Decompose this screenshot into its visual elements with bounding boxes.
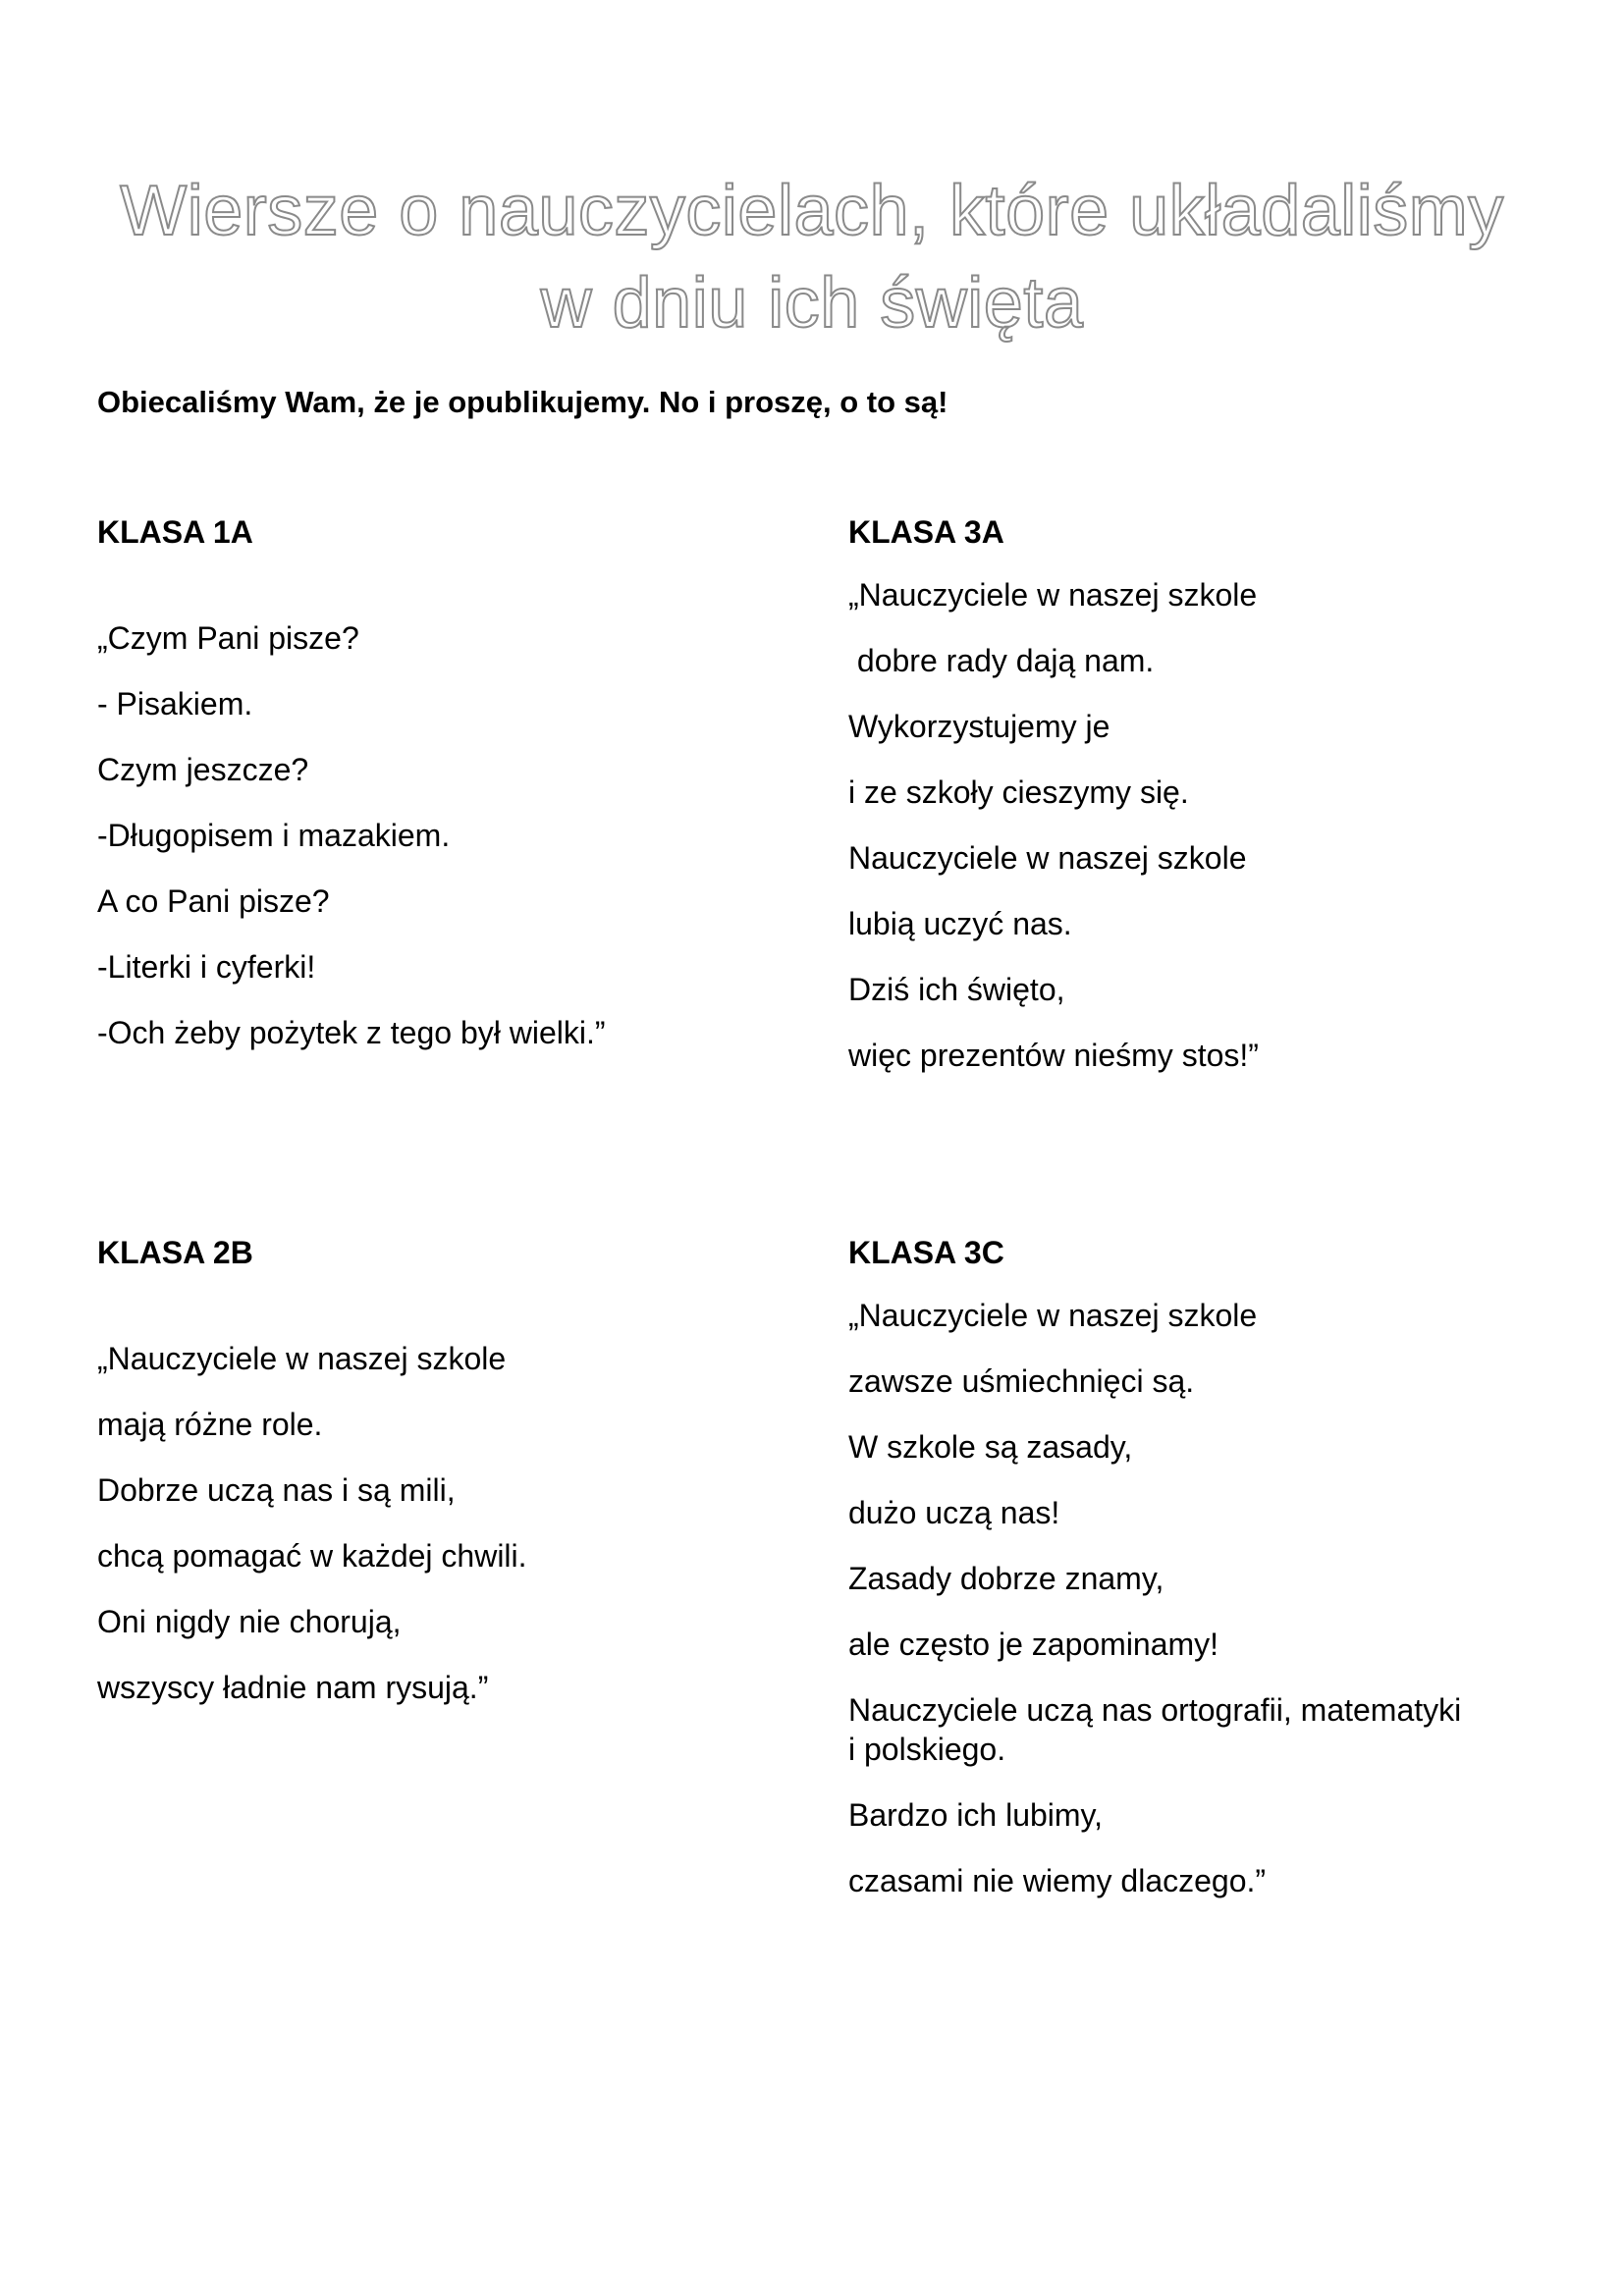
poem-klasa-1a xyxy=(97,510,804,1052)
poem-line: Dobrze uczą nas i są mili, xyxy=(97,1472,456,1508)
poem-line: zawsze uśmiechnięci są. xyxy=(848,1363,1195,1399)
poem-lines xyxy=(848,1296,1555,1900)
poem-heading: KLASA 1A xyxy=(97,514,253,550)
page-title xyxy=(59,165,1565,349)
poem-line: Nauczyciele w naszej szkole xyxy=(848,840,1247,876)
poem-line: mają różne role. xyxy=(97,1407,323,1442)
poem-line: Oni nigdy nie chorują, xyxy=(97,1604,402,1639)
intro-text: Obiecaliśmy Wam, że je opublikujemy. No i proszę, o to są! xyxy=(97,385,948,419)
page-title-line-2: w dniu ich święta xyxy=(540,264,1084,343)
poem-heading: KLASA 3C xyxy=(848,1235,1004,1270)
poem-line: wszyscy ładnie nam rysują.” xyxy=(97,1670,489,1705)
poem-line: dużo uczą nas! xyxy=(848,1495,1060,1530)
poem-line: -Literki i cyferki! xyxy=(97,949,316,985)
poem-line: i ze szkoły cieszymy się. xyxy=(848,774,1189,810)
poem-klasa-3a xyxy=(848,510,1555,1075)
poem-line: ale często je zapominamy! xyxy=(848,1627,1219,1662)
poem-line: dobre rady dają nam. xyxy=(848,643,1155,678)
poem-line: lubią uczyć nas. xyxy=(848,906,1072,941)
poem-line: - Pisakiem. xyxy=(97,686,253,721)
poem-line: Dziś ich święto, xyxy=(848,972,1065,1007)
poem-line: A co Pani pisze? xyxy=(97,883,330,919)
poem-line: -Długopisem i mazakiem. xyxy=(97,818,451,853)
poem-line: W szkole są zasady, xyxy=(848,1429,1133,1465)
poem-lines xyxy=(97,618,804,1052)
poem-line: Czym jeszcze? xyxy=(97,752,309,787)
poem-heading: KLASA 2B xyxy=(97,1235,253,1270)
poem-lines xyxy=(97,1339,804,1707)
poem-lines xyxy=(848,575,1555,1075)
poem-line: więc prezentów nieśmy stos!” xyxy=(848,1038,1259,1073)
poem-line: czasami nie wiemy dlaczego.” xyxy=(848,1863,1267,1898)
poem-line: Bardzo ich lubimy, xyxy=(848,1797,1104,1833)
poem-heading: KLASA 3A xyxy=(848,514,1004,550)
poem-klasa-3c xyxy=(848,1231,1555,1900)
poem-line: Wykorzystujemy je xyxy=(848,709,1110,744)
poem-line: chcą pomagać w każdej chwili. xyxy=(97,1538,527,1574)
poem-line: -Och żeby pożytek z tego był wielki.” xyxy=(97,1015,606,1050)
poem-line: Nauczyciele uczą nas ortografii, matematyki i polskiego. xyxy=(848,1692,1462,1767)
page-title-line-1: Wiersze o nauczycielach, które układaliśmy xyxy=(120,172,1504,250)
poem-line: Zasady dobrze znamy, xyxy=(848,1561,1164,1596)
poem-klasa-2b xyxy=(97,1231,804,1707)
poem-line: „Nauczyciele w naszej szkole xyxy=(97,1341,507,1376)
poem-line: „Nauczyciele w naszej szkole xyxy=(848,1298,1258,1333)
poem-line: „Czym Pani pisze? xyxy=(97,620,359,656)
poem-line: „Nauczyciele w naszej szkole xyxy=(848,577,1258,613)
